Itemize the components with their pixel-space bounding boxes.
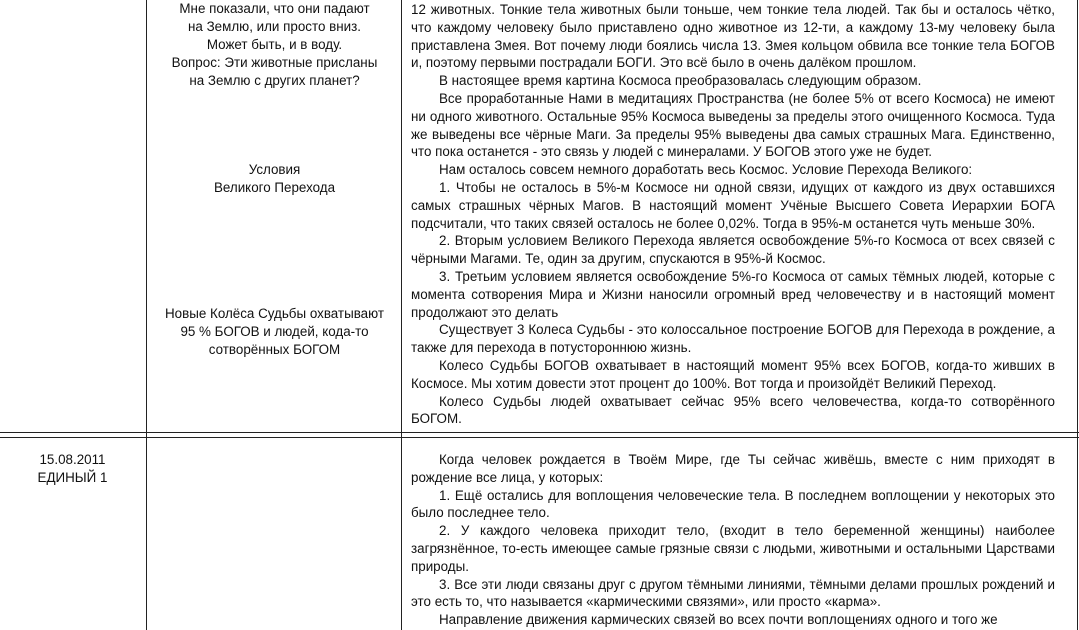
paragraph: В настоящее время картина Космоса преобразовалась следующим образом.: [439, 73, 922, 89]
row1-body-text: [411, 1, 1055, 428]
column-divider-right: [1077, 0, 1078, 630]
note-animals-falling: [148, 0, 401, 90]
note-line: Условия: [248, 162, 301, 177]
note-line: Великого Перехода: [213, 180, 336, 195]
row2-date-cell: [0, 451, 145, 487]
paragraph: Нам осталось совсем немного доработать весь Космос. Условие Перехода Великого:: [439, 162, 973, 178]
paragraph: Направление движения кармических связей во всех почти воплощениях одного и того же: [439, 612, 998, 628]
row-divider-top: [0, 432, 1079, 433]
row2-body-text: [411, 451, 1055, 629]
note-line: сотворённых БОГОМ: [208, 342, 341, 357]
paragraph: 2. У каждого человека приходит тело, (входит в тело беременной женщины) наиболее загрязнённое, то-есть имеющее самые грязные связи с людьми, животными и остальными Царствами природы.: [411, 523, 1055, 574]
note-wheels-of-fate: [148, 305, 401, 359]
note-line: Новые Колёса Судьбы охватывают: [165, 306, 384, 321]
paragraph: 3. Третьим условием является освобождение 5%-го Космоса от самых тёмных людей, которые с момента сотворения Мира и Жизни наносили огромный вред человечеству и в настоящий момент продолжают это делать: [411, 268, 1055, 320]
paragraph: 1. Чтобы не осталось в 5%-м Космосе ни одной связи, идущих от каждого из двух оставшихся самых страшных чёрных Магов. В настоящий момент Учёные Высшего Совета Иерархии БОГА подсчитали, что таких связей осталось не более 0,02%. Тогда в 95%-м останется чуть меньше 30%.: [411, 179, 1055, 231]
note-line: Может быть, и в воду.: [206, 37, 343, 52]
note-line: Мне показали, что они падают: [179, 1, 370, 16]
paragraph: 1. Ещё остались для воплощения человеческие тела. В последнем воплощении у некоторых это было последнее тело.: [411, 487, 1055, 521]
paragraph: Существует 3 Колеса Судьбы - это колоссальное построение БОГОВ для Перехода в рождение, а также для перехода в потустороннюю жизнь.: [411, 322, 1055, 356]
paragraph: 12 животных. Тонкие тела животных были тоньше, чем тонкие тела людей. Так бы и осталось чётко, что каждому человеку было приставлено одно животное из 12-ти, а каждому 13-му человеку была приставлена Змея. Вот почему люди боялись числа 13. Змея кольцом обвила все тонкие тела БОГОВ и, поэтому первыми пострадали БОГИ. Это всё было в очень далёком прошлом.: [411, 2, 1055, 71]
note-line: 95 % БОГОВ и людей, кода-то: [180, 324, 369, 339]
note-line: на Землю, или просто вниз.: [188, 19, 361, 34]
entry-tag: ЕДИНЫЙ 1: [37, 470, 108, 485]
paragraph: Все проработанные Нами в медитациях Пространства (не более 5% от всего Космоса) не имеют ни одного животного. Остальные 95% Космоса выведены за пределы этого очищенного Космоса. Туда же выведены все чёрные Маги. За пределы 95% выведены два самых страшных Мага. Единственно, что пока останется - это связь у людей с минералами. У БОГОВ этого уже не будет.: [411, 90, 1055, 160]
column-divider-left: [146, 0, 147, 630]
paragraph: Колесо Судьбы БОГОВ охватывает в настоящий момент 95% всех БОГОВ, когда-то живших в Космосе. Мы хотим довести этот процент до 100%. Вот тогда и произойдёт Великий Переход.: [411, 357, 1055, 391]
paragraph: Колесо Судьбы людей охватывает сейчас 95% всего человечества, когда-то сотворённого БОГОМ.: [411, 393, 1055, 427]
row-divider-bottom: [0, 437, 1079, 438]
note-transition-conditions: [148, 161, 401, 197]
column-divider-mid: [401, 0, 402, 630]
note-line: на Землю с других планет?: [189, 73, 360, 88]
entry-date: 15.08.2011: [39, 452, 106, 467]
paragraph: 3. Все эти люди связаны друг с другом тёмными линиями, тёмными делами прошлых рождений и это есть то, что называется «кармическими связями», или просто «карма».: [411, 576, 1055, 610]
note-line: Вопрос: Эти животные присланы: [171, 55, 378, 70]
paragraph: Когда человек рождается в Твоём Мире, где Ты сейчас живёшь, вместе с ним приходят в рождение все лица, у которых:: [411, 452, 1055, 485]
paragraph: 2. Вторым условием Великого Перехода является освобождение 5%-го Космоса от всех связей с чёрными Магами. Те, один за другим, спускаются в 95%-й Космос.: [411, 233, 1055, 267]
